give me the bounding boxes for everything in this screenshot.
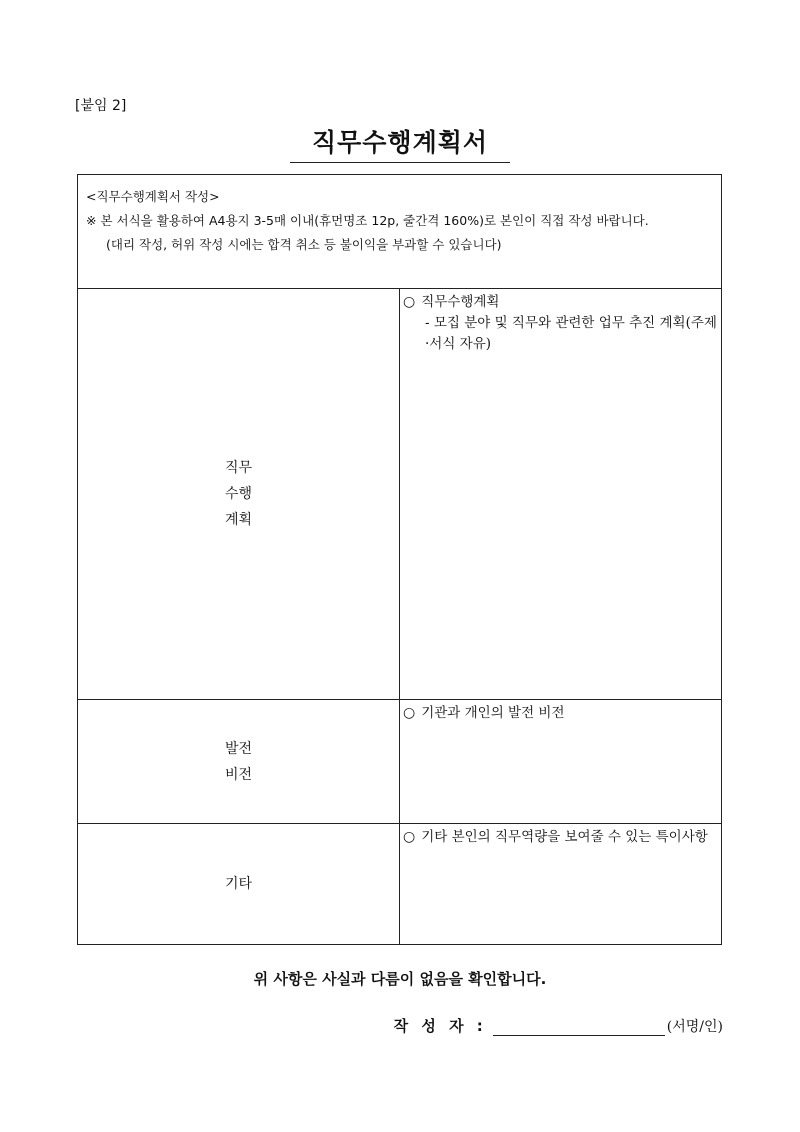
signature-line[interactable] [493, 1017, 665, 1036]
vision-heading [403, 703, 721, 724]
attachment-label: [붙임 2] [75, 98, 127, 114]
plan-input-area[interactable] [400, 289, 722, 700]
vision-heading-text: 기관과 개인의 발전 비전 [421, 705, 565, 721]
instructions-line-1: ※ 본 서식을 활용하여 A4용지 3-5매 이내(휴먼명조 12p, 줄간격 160%)로 본인이 직접 작성 바랍니다. [86, 213, 649, 228]
section-label-plan [78, 289, 400, 700]
plan-heading [403, 292, 721, 313]
instructions-line-2: (대리 작성, 허위 작성 시에는 합격 취소 등 불이익을 부과할 수 있습니다) [106, 237, 502, 252]
confirmation-statement: 위 사항은 사실과 다름이 없음을 확인합니다. [253, 970, 547, 988]
label-line: 비전 [224, 766, 253, 783]
other-heading-text: 기타 본인의 직무역량을 보여줄 수 있는 특이사항 [421, 829, 708, 845]
other-input-area[interactable] [400, 824, 722, 945]
other-heading [403, 827, 721, 848]
circle-bullet-icon: ○ [403, 829, 416, 845]
document-title-text: 직무수행계획서 [290, 123, 510, 163]
label-line: 수행 [224, 486, 253, 502]
document-title [0, 123, 800, 163]
plan-form-table [77, 174, 722, 945]
plan-heading-text: 직무수행계획 [421, 294, 500, 310]
signature-note: (서명/인) [666, 1019, 723, 1035]
label-line: 기타 [224, 876, 253, 892]
plan-subtext: - 모집 분야 및 직무와 관련한 업무 추진 계획(주제·서식 자유) [425, 315, 717, 352]
vision-input-area[interactable] [400, 700, 722, 824]
writing-instructions [78, 175, 722, 289]
instructions-heading: <직무수행계획서 작성> [86, 189, 220, 204]
label-line: 직무 [224, 460, 253, 476]
section-label-vision [78, 700, 400, 824]
circle-bullet-icon: ○ [403, 705, 416, 721]
circle-bullet-icon: ○ [403, 294, 416, 310]
section-label-other [78, 824, 400, 945]
label-line: 계획 [224, 512, 253, 528]
label-line: 발전 [224, 740, 253, 757]
signature-row [394, 1015, 723, 1036]
author-label: 작 성 자 : [393, 1017, 487, 1035]
